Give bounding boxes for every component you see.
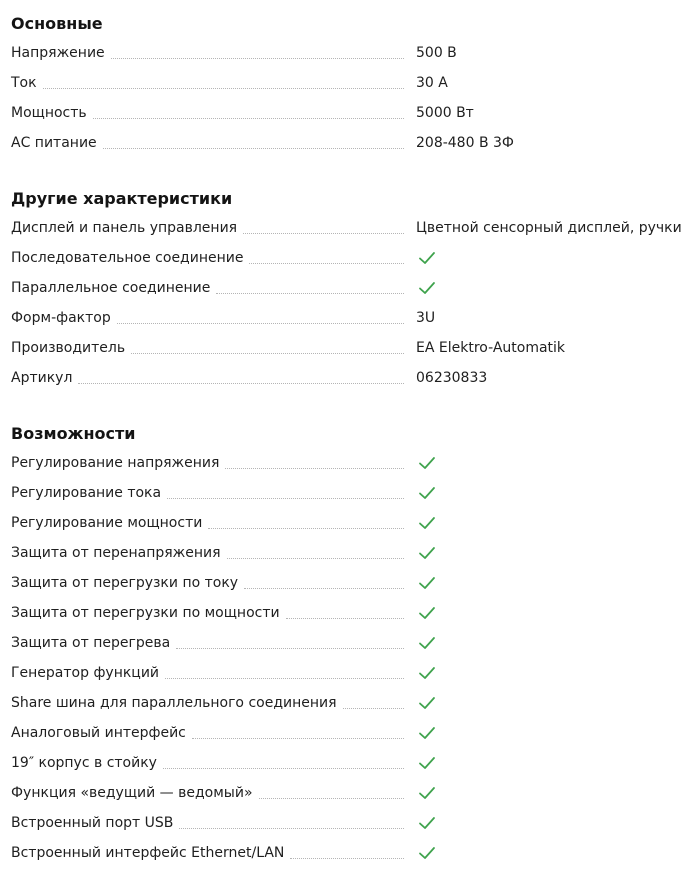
spec-label: Мощность — [11, 105, 87, 121]
spec-row-parallel — [11, 273, 691, 303]
spec-label: Форм-фактор — [11, 310, 111, 326]
feature-row — [11, 808, 691, 838]
spec-label: Производитель — [11, 340, 126, 356]
spec-label: Ток — [11, 75, 37, 91]
spec-label: Защита от перенапряжения — [11, 545, 221, 561]
feature-row — [11, 508, 691, 538]
spec-label: Напряжение — [11, 45, 105, 61]
dotted-leader — [243, 233, 404, 234]
spec-row-manufacturer — [11, 333, 691, 363]
spec-value: 06230833 — [416, 370, 488, 386]
dotted-leader — [167, 498, 404, 499]
spec-label: Регулирование мощности — [11, 515, 203, 531]
feature-row — [11, 688, 691, 718]
features-list — [11, 448, 691, 868]
feature-row — [11, 478, 691, 508]
feature-row — [11, 658, 691, 688]
checkmark-icon — [418, 845, 436, 861]
dotted-leader — [208, 528, 404, 529]
checkmark-icon — [418, 515, 436, 531]
spec-label: Регулирование тока — [11, 485, 162, 501]
spec-row-article — [11, 363, 691, 393]
feature-row — [11, 598, 691, 628]
checkmark-icon — [418, 545, 436, 561]
checkmark-icon — [418, 250, 436, 266]
checkmark-icon — [418, 280, 436, 296]
dotted-leader — [179, 828, 404, 829]
section-title: Основные — [11, 14, 103, 33]
spec-label: 19″ корпус в стойку — [11, 755, 157, 771]
spec-label: Генератор функций — [11, 665, 160, 681]
spec-row-power — [11, 98, 691, 128]
feature-row — [11, 568, 691, 598]
dotted-leader — [43, 88, 404, 89]
dotted-leader — [163, 768, 404, 769]
checkmark-icon — [418, 575, 436, 591]
dotted-leader — [225, 468, 404, 469]
checkmark-icon — [418, 725, 436, 741]
spec-label: Аналоговый интерфейс — [11, 725, 186, 741]
dotted-leader — [249, 263, 404, 264]
dotted-leader — [259, 798, 404, 799]
dotted-leader — [216, 293, 404, 294]
section-main — [11, 13, 691, 158]
dotted-leader — [192, 738, 404, 739]
dotted-leader — [93, 118, 404, 119]
feature-row — [11, 778, 691, 808]
feature-row — [11, 628, 691, 658]
section-other — [11, 188, 691, 393]
dotted-leader — [103, 148, 404, 149]
spec-label: Защита от перегрузки по току — [11, 575, 239, 591]
feature-row — [11, 838, 691, 868]
spec-row-current — [11, 68, 691, 98]
spec-value: 208-480 В 3Ф — [416, 135, 514, 151]
spec-label: Функция «ведущий — ведомый» — [11, 785, 253, 801]
spec-label: Артикул — [11, 370, 73, 386]
dotted-leader — [176, 648, 404, 649]
section-title: Другие характеристики — [11, 189, 233, 208]
spec-row-voltage — [11, 38, 691, 68]
checkmark-icon — [418, 665, 436, 681]
section-features — [11, 423, 691, 868]
spec-label: Встроенный порт USB — [11, 815, 174, 831]
dotted-leader — [111, 58, 404, 59]
spec-label: Защита от перегрева — [11, 635, 171, 651]
checkmark-icon — [418, 815, 436, 831]
spec-label: Регулирование напряжения — [11, 455, 220, 471]
dotted-leader — [117, 323, 404, 324]
spec-value: 500 В — [416, 45, 457, 61]
spec-label: Дисплей и панель управления — [11, 220, 238, 236]
feature-row — [11, 448, 691, 478]
spec-label: Встроенный интерфейс Ethernet/LAN — [11, 845, 285, 861]
spec-label: Защита от перегрузки по мощности — [11, 605, 280, 621]
feature-row — [11, 538, 691, 568]
checkmark-icon — [418, 635, 436, 651]
checkmark-icon — [418, 605, 436, 621]
checkmark-icon — [418, 695, 436, 711]
spec-row-form-factor — [11, 303, 691, 333]
spec-value: 3U — [416, 310, 436, 326]
spec-label: Последовательное соединение — [11, 250, 244, 266]
spec-row-display — [11, 213, 691, 243]
checkmark-icon — [418, 785, 436, 801]
spec-value: 30 А — [416, 75, 448, 91]
dotted-leader — [244, 588, 404, 589]
spec-value: 5000 Вт — [416, 105, 474, 121]
spec-row-series — [11, 243, 691, 273]
spec-label: АС питание — [11, 135, 97, 151]
dotted-leader — [165, 678, 404, 679]
dotted-leader — [227, 558, 404, 559]
spec-value: EA Elektro-Automatik — [416, 340, 566, 356]
spec-row-ac-input — [11, 128, 691, 158]
feature-row — [11, 718, 691, 748]
checkmark-icon — [418, 755, 436, 771]
spec-value: Цветной сенсорный дисплей, ручки — [416, 220, 682, 236]
dotted-leader — [286, 618, 404, 619]
dotted-leader — [131, 353, 404, 354]
section-title: Возможности — [11, 424, 136, 443]
spec-label: Share шина для параллельного соединения — [11, 695, 337, 711]
checkmark-icon — [418, 485, 436, 501]
feature-row — [11, 748, 691, 778]
checkmark-icon — [418, 455, 436, 471]
dotted-leader — [290, 858, 404, 859]
dotted-leader — [78, 383, 404, 384]
spec-label: Параллельное соединение — [11, 280, 211, 296]
dotted-leader — [343, 708, 404, 709]
